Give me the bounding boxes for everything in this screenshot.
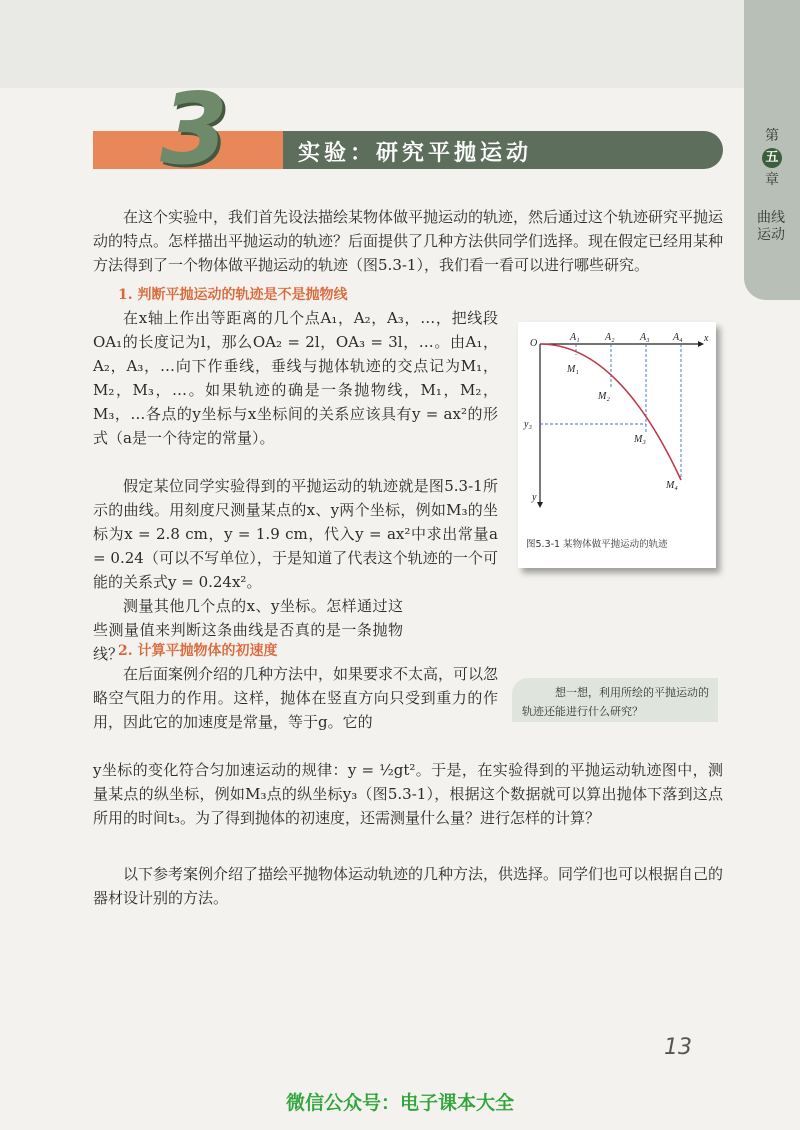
label-y3: y₃ xyxy=(524,419,532,430)
label-M3: M₃ xyxy=(634,434,646,445)
chapter-prefix: 第 xyxy=(765,128,779,144)
chapter-tab xyxy=(744,0,800,300)
section-title: 实验：研究平抛运动 xyxy=(298,140,533,166)
chapter-title: 曲线运动 xyxy=(757,210,785,243)
label-origin: O xyxy=(530,338,538,349)
subheading-2: 2. 计算平抛物体的初速度 xyxy=(118,643,278,659)
label-x: x xyxy=(704,333,709,344)
section2-paragraph-2: y坐标的变化符合匀加速运动的规律：y = ½gt²。于是，在实验得到的平抛运动轨迹图中，测量某点的纵坐标，例如M₃点的纵坐标y₃（图5.3-1），根据这个数据就可以算出抛体下落到这点所用的时间t₃。为了得到抛体的初速度，还需测量什么量？进行怎样的计算？ xyxy=(93,761,723,827)
closing-paragraph: 以下参考案例介绍了描绘平抛物体运动轨迹的几种方法，供选择。同学们也可以根据自己的器材设计别的方法。 xyxy=(93,865,724,907)
label-M4: M₄ xyxy=(666,480,678,491)
figure-caption: 图5.3-1 某物体做平抛运动的轨迹 xyxy=(526,539,668,550)
page-number: 13 xyxy=(664,1035,692,1060)
label-A2: A₂ xyxy=(605,332,615,343)
label-M2: M₂ xyxy=(598,391,610,402)
top-band xyxy=(0,0,800,88)
label-A4: A₄ xyxy=(673,332,683,343)
subheading-1: 1. 判断平抛运动的轨迹是不是抛物线 xyxy=(118,287,348,303)
label-A1: A₁ xyxy=(570,332,580,343)
intro-paragraph: 在这个实验中，我们首先设法描绘某物体做平抛运动的轨迹，然后通过这个轨迹研究平抛运动的特点。怎样描出平抛运动的轨迹？后面提供了几种方法供同学们选择。现在假定已经用某种方法得到了一个物体做平抛运动的轨迹（图5.3-1），我们看一看可以进行哪些研究。 xyxy=(93,208,724,274)
chapter-indicator xyxy=(752,126,792,190)
footer-watermark: 微信公众号：电子课本大全 xyxy=(285,1092,514,1114)
label-y: y xyxy=(532,492,537,503)
section2-paragraph-1: 在后面案例介绍的几种方法中，如果要求不太高，可以忽略空气阻力的作用。这样，抛体在竖直方向只受到重力的作用，因此它的加速度是常量，等于g。它的 xyxy=(93,665,499,731)
chapter-suffix: 章 xyxy=(765,172,779,188)
think-box: 想一想，利用所绘的平抛运动的轨迹还能进行什么研究？ xyxy=(512,678,718,722)
section1-paragraph-2: 假定某位同学实验得到的平抛运动的轨迹就是图5.3-1所示的曲线。用刻度尺测量某点的x、y两个坐标，例如M₃的坐标为x = 2.8 cm，y = 1.9 cm，代入y = ax²中求出常量a = 0.24（可以不写单位），于是知道了代表这个轨迹的一个可能的关系式y = 0.24x²。 xyxy=(93,477,498,591)
label-A3: A₃ xyxy=(640,332,650,343)
trajectory-curve xyxy=(540,344,681,480)
trajectory-figure xyxy=(518,322,716,568)
y-axis-arrow xyxy=(537,502,543,508)
label-M1: M₁ xyxy=(567,364,579,375)
section1-paragraph-3: 测量其他几个点的x、y坐标。怎样通过这些测量值来判断这条曲线是否真的是一条抛物线？ xyxy=(93,597,403,663)
section1-paragraph-1: 在x轴上作出等距离的几个点A₁，A₂，A₃，…，把线段OA₁的长度记为l，那么OA₂ = 2l，OA₃ = 3l，…。由A₁，A₂，A₃，…向下作垂线，垂线与抛体轨迹的交点记为M₁，M₂，M₃，…。如果轨迹的确是一条抛物线，M₁，M₂，M₃，…各点的y坐标与x坐标间的关系应该具有y = ax²的形式（a是一个待定的常量）。 xyxy=(93,309,498,447)
trajectory-diagram xyxy=(518,322,716,532)
section-number: 3 xyxy=(160,73,229,187)
chapter-number: 五 xyxy=(762,148,782,168)
